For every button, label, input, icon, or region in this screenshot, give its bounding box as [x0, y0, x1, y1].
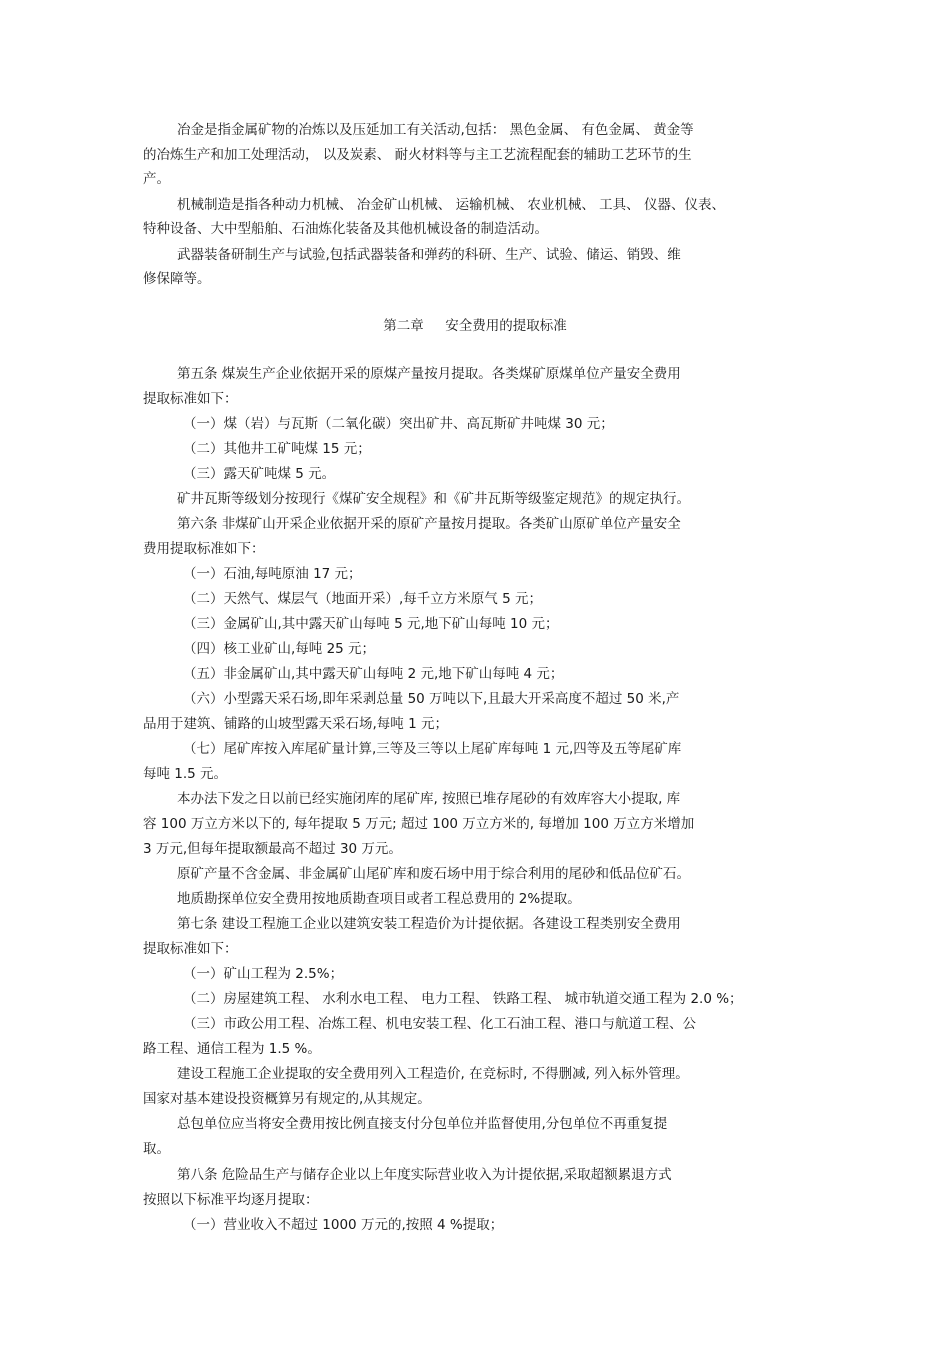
text-line: 本办法下发之日以前已经实施闭库的尾矿库, 按照已堆存尾砂的有效库容大小提取, 库	[177, 791, 681, 807]
text-line: 按照以下标准平均逐月提取：	[143, 1192, 319, 1208]
text-line: 第六条 非煤矿山开采企业依据开采的原矿产量按月提取。各类矿山原矿单位产量安全	[177, 516, 681, 532]
text-line: 每吨 1.5 元。	[143, 766, 228, 782]
list-item: （二）房屋建筑工程、 水利水电工程、 电力工程、 铁路工程、 城市轨道交通工程为 2.0 %；	[183, 991, 743, 1007]
text-line: 冶金是指金属矿物的冶炼以及压延加工有关活动,包括： 黑色金属、 有色金属、 黄金等	[177, 122, 694, 138]
text-line: 修保障等。	[143, 271, 211, 287]
list-item: （二）天然气、煤层气（地面开采）,每千立方米原气 5 元；	[183, 591, 542, 607]
text-line: 特种设备、大中型船舶、石油炼化装备及其他机械设备的制造活动。	[143, 221, 548, 237]
text-line: 建设工程施工企业提取的安全费用列入工程造价, 在竞标时, 不得删减, 列入标外管理。	[177, 1066, 689, 1082]
text-line: 提取标准如下：	[143, 391, 238, 407]
text-line: 机械制造是指各种动力机械、 冶金矿山机械、 运输机械、 农业机械、 工具、 仪器、仪表、	[177, 197, 725, 213]
text-line: 总包单位应当将安全费用按比例直接支付分包单位并监督使用,分包单位不再重复提	[177, 1116, 668, 1132]
text-line: 路工程、通信工程为 1.5 %。	[143, 1041, 321, 1057]
list-item: （七）尾矿库按入库尾矿量计算,三等及三等以上尾矿库每吨 1 元,四等及五等尾矿库	[183, 741, 682, 757]
text-line: 产。	[143, 171, 170, 187]
list-item: （一）石油,每吨原油 17 元；	[183, 566, 362, 582]
text-line: 提取标准如下：	[143, 941, 238, 957]
list-item: （三）市政公用工程、冶炼工程、机电安装工程、化工石油工程、港口与航道工程、公	[183, 1016, 696, 1032]
text-line: 第五条 煤炭生产企业依据开采的原煤产量按月提取。各类煤矿原煤单位产量安全费用	[177, 366, 681, 382]
text-line: 武器装备研制生产与试验,包括武器装备和弹药的科研、生产、试验、储运、销毁、维	[177, 247, 681, 263]
list-item: （三）金属矿山,其中露天矿山每吨 5 元,地下矿山每吨 10 元；	[183, 616, 559, 632]
text-line: 容 100 万立方米以下的, 每年提取 5 万元; 超过 100 万立方米的, 每增加 100 万立方米增加	[143, 816, 695, 832]
text-line: 第八条 危险品生产与储存企业以上年度实际营业收入为计提依据,采取超额累退方式	[177, 1167, 672, 1183]
list-item: （一）营业收入不超过 1000 万元的,按照 4 %提取；	[183, 1217, 504, 1233]
text-line: 的冶炼生产和加工处理活动， 以及炭素、 耐火材料等与主工艺流程配套的辅助工艺环节的生	[143, 147, 692, 163]
text-line: 矿井瓦斯等级划分按现行《煤矿安全规程》和《矿井瓦斯等级鉴定规范》的规定执行。	[177, 491, 690, 507]
list-item: （六）小型露天采石场,即年采剥总量 50 万吨以下,且最大开采高度不超过 50 米,产	[183, 691, 680, 707]
text-line: 地质勘探单位安全费用按地质勘查项目或者工程总费用的 2%提取。	[177, 891, 581, 907]
text-line: 品用于建筑、铺路的山坡型露天采石场,每吨 1 元；	[143, 716, 448, 732]
text-line: 取。	[143, 1141, 170, 1157]
text-line: 原矿产量不含金属、非金属矿山尾矿库和废石场中用于综合利用的尾砂和低品位矿石。	[177, 866, 690, 882]
list-item: （三）露天矿吨煤 5 元。	[183, 466, 336, 482]
list-item: （四）核工业矿山,每吨 25 元；	[183, 641, 376, 657]
list-item: （一）煤（岩）与瓦斯（二氧化碳）突出矿井、高瓦斯矿井吨煤 30 元；	[183, 416, 614, 432]
text-line: 费用提取标准如下：	[143, 541, 265, 557]
list-item: （二）其他井工矿吨煤 15 元；	[183, 441, 371, 457]
text-line: 3 万元,但每年提取额最高不超过 30 万元。	[143, 841, 402, 857]
text-line: 第七条 建设工程施工企业以建筑安装工程造价为计提依据。各建设工程类别安全费用	[177, 916, 681, 932]
chapter-title: 第二章 安全费用的提取标准	[383, 318, 567, 334]
text-line: 国家对基本建设投资概算另有规定的,从其规定。	[143, 1091, 431, 1107]
list-item: （五）非金属矿山,其中露天矿山每吨 2 元,地下矿山每吨 4 元；	[183, 666, 564, 682]
list-item: （一）矿山工程为 2.5%；	[183, 966, 344, 982]
